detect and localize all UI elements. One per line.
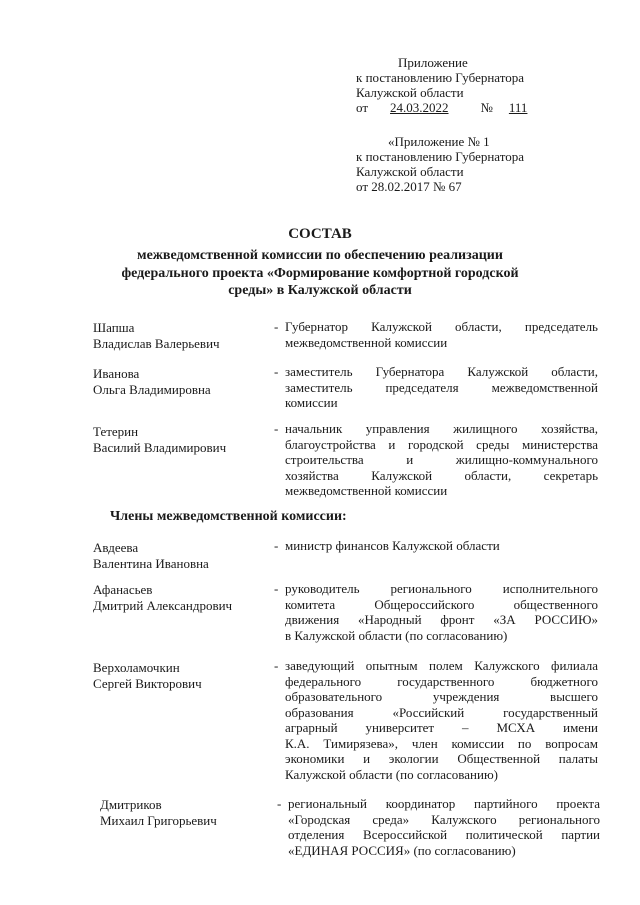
decree-date: 24.03.2022: [390, 100, 449, 115]
role-line: хозяйства Калужской области, секретарь: [285, 467, 598, 483]
member-name: [93, 582, 232, 613]
role-line: межведомственной комиссии: [285, 483, 448, 498]
appendix2-region-line: Калужской области: [356, 164, 464, 179]
entry-dash: -: [277, 796, 282, 811]
member-given-names: Владислав Валерьевич: [93, 335, 220, 351]
role-line: «Городская среда» Калужского регионального: [288, 811, 600, 827]
member-name: [93, 366, 211, 397]
appendix-date-line: [356, 100, 540, 116]
subtitle-line: федерального проекта «Формирование комфортной городской: [121, 265, 519, 281]
member-surname: Авдеева: [93, 540, 139, 555]
role-line: образовательного учреждения высшего: [285, 689, 598, 704]
role-line: К.А. Тимирязева», член комиссии по вопросам: [285, 735, 598, 751]
member-given-names: Валентина Ивановна: [93, 555, 209, 571]
member-name: [93, 424, 226, 455]
role-line: образования «Российский государственный: [285, 704, 598, 720]
role-line: Губернатор Калужской области, председатель: [285, 319, 598, 334]
entry-dash: -: [274, 581, 279, 596]
entry-dash: -: [274, 538, 279, 553]
member-surname: Шапша: [93, 320, 135, 335]
role-line: руководитель регионального исполнительного: [285, 581, 598, 596]
decree-number: 111: [508, 100, 528, 115]
member-name: [93, 660, 202, 691]
role-line: начальник управления жилищного хозяйства,: [285, 421, 598, 436]
member-surname: Иванова: [93, 366, 140, 381]
member-surname: Тетерин: [93, 424, 139, 439]
role-line: «ЕДИНАЯ РОССИЯ» (по согласованию): [288, 842, 516, 858]
subtitle-line: среды» в Калужской области: [228, 283, 412, 298]
appendix-region-line: Калужской области: [356, 85, 464, 100]
appendix2-date-line: от 28.02.2017 № 67: [356, 179, 462, 194]
role-line: экономики и экологии Общественной палаты: [285, 751, 598, 766]
member-role: [285, 538, 598, 554]
role-line: благоустройства и городской среды министерства: [285, 436, 598, 452]
member-role: [285, 658, 598, 782]
date-prefix: от: [356, 100, 369, 115]
role-line: движения «Народный фронт «ЗА РОССИЮ»: [285, 612, 598, 627]
member-given-names: Дмитрий Александрович: [93, 597, 233, 613]
entry-dash: -: [274, 658, 279, 673]
member-surname: Афанасьев: [93, 582, 153, 597]
document-title: СОСТАВ: [288, 226, 352, 242]
member-given-names: Василий Владимирович: [93, 439, 227, 455]
appendix2-label: «Приложение № 1: [388, 134, 490, 149]
member-role: [285, 364, 598, 411]
role-line: аграрный университет – МСХА имени: [285, 720, 598, 735]
role-line: строительства и жилищно-коммунального: [285, 452, 598, 467]
role-line: в Калужской области (по согласованию): [285, 627, 508, 643]
role-line: межведомственной комиссии: [285, 334, 448, 350]
member-name: [93, 540, 209, 571]
number-prefix: №: [480, 100, 493, 115]
member-name: [93, 320, 220, 351]
member-given-names: Ольга Владимировна: [93, 381, 211, 397]
member-given-names: Михаил Григорьевич: [100, 812, 217, 828]
appendix-ref-line: к постановлению Губернатора: [356, 70, 525, 85]
entry-dash: -: [274, 421, 279, 436]
entry-dash: -: [274, 319, 279, 334]
role-line: Калужской области (по согласованию): [285, 766, 498, 782]
member-surname: Дмитриков: [100, 797, 162, 812]
role-line: комиссии: [285, 395, 338, 410]
appendix2-ref-line: к постановлению Губернатора: [356, 149, 525, 164]
document-subtitle: [0, 247, 640, 300]
role-line: заведующий опытным полем Калужского филиала: [285, 658, 598, 673]
member-surname: Верхоламочкин: [93, 660, 180, 675]
role-line: федерального государственного бюджетного: [285, 673, 598, 689]
role-line: комитета Общероссийского общественного: [285, 596, 598, 612]
role-line: заместитель Губернатора Калужской области,: [285, 364, 598, 379]
member-name: [100, 797, 217, 828]
role-line: отделения Всероссийской политической партии: [288, 827, 600, 842]
entry-dash: -: [274, 364, 279, 379]
members-heading: Члены межведомственной комиссии:: [110, 509, 347, 524]
member-role: [285, 319, 598, 350]
role-line: министр финансов Калужской области: [285, 538, 500, 553]
role-line: региональный координатор партийного проекта: [288, 796, 600, 811]
subtitle-line: межведомственной комиссии по обеспечению реализации: [137, 248, 503, 263]
member-role: [285, 421, 598, 499]
member-given-names: Сергей Викторович: [93, 675, 202, 691]
role-line: заместитель председателя межведомственной: [285, 379, 598, 395]
member-role: [285, 581, 598, 643]
member-role: [288, 796, 600, 858]
appendix-label: Приложение: [398, 55, 468, 70]
